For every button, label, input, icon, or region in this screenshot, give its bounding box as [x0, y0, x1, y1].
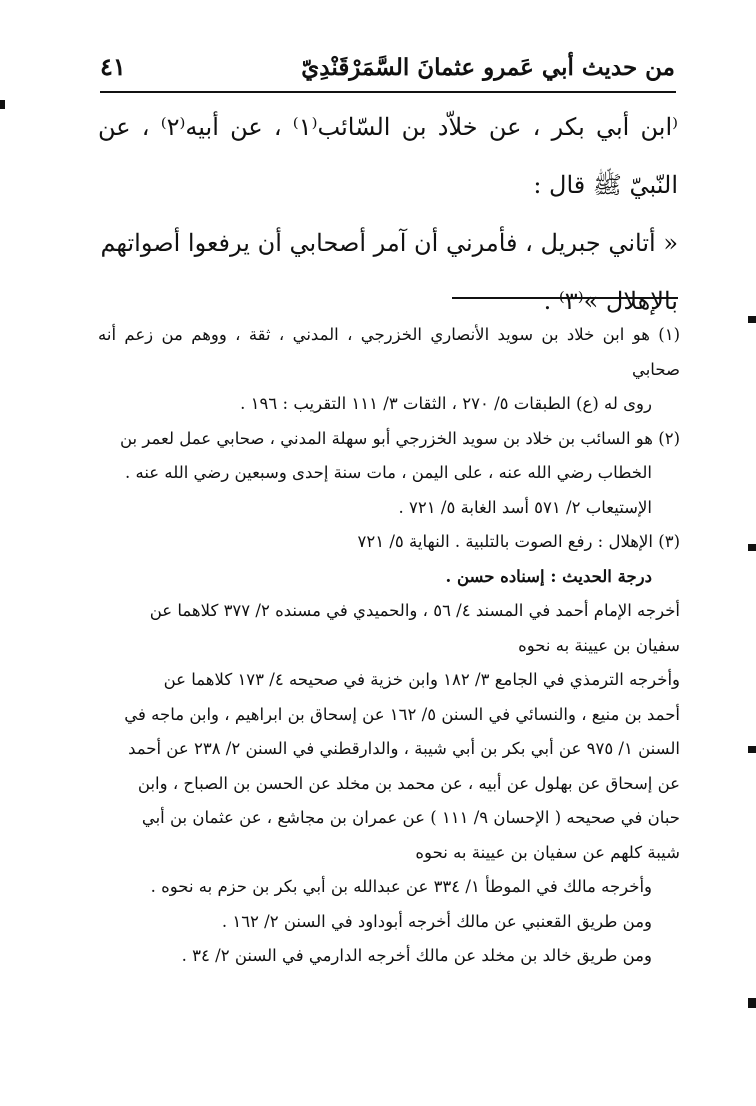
takhrij-line-2: سفيان بن عيينة به نحوه: [518, 635, 680, 655]
scan-edge-mark: [0, 100, 5, 109]
footnote-2-line-1: (٢) هو السائب بن خلاد بن سويد الخزرجي أبو سهلة المدني ، صحابي عمل لعمر بن: [119, 428, 680, 448]
hadith-line-2: « أتاني جبريل ، فأمرني أن آمر أصحابي أن يرفعوا أصواتهم: [100, 229, 678, 257]
takhrij-line-3: وأخرجه الترمذي في الجامع ٣/ ١٨٢ وابن خزية في صحيحه ٤/ ١٧٣ كلاهما عن: [163, 670, 680, 689]
footnote-3: (٣) الإهلال : رفع الصوت بالتلبية . النهاية ٥/ ٧٢١: [357, 532, 680, 551]
takhrij-line-7: حبان في صحيحه ( الإحسان ٩/ ١١١ ) عن عمران بن مجاشع ، عن عثمان بن أبي: [141, 808, 680, 827]
takhrij-line-6: عن إسحاق عن بهلول عن أبيه ، عن محمد بن مخلد عن الحسن بن الصباح ، وابن: [137, 773, 680, 793]
footnote-2-line-2: الخطاب رضي الله عنه ، على اليمن ، مات سنة إحدى وسبعين رضي الله عنه .: [124, 463, 652, 482]
header-rule: [100, 91, 676, 93]
footnote-1-line-2: روى له (ع) الطبقات ٥/ ٢٧٠ ، الثقات ٣/ ١١١ التقريب : ١٩٦ .: [240, 394, 652, 413]
footnote-1-line-1: (١) هو ابن خلاد بن سويد الأنصاري الخزرجي ، المدني ، ثقة ، ووهم من زعم أنه صحابي: [98, 325, 680, 379]
hadith-line-3: بالإهلال »⁽٣⁾ .: [543, 287, 678, 315]
takhrij-line-4: أحمد بن منيع ، والنسائي في السنن ٥/ ١٦٢ عن إسحاق بن ابراهيم ، وابن ماجه في: [124, 704, 680, 724]
takhrij-line-10: ومن طريق القعنبي عن مالك أخرجه أبوداود في السنن ٢/ ١٦٢ .: [221, 911, 652, 931]
scan-edge-mark: [748, 544, 756, 551]
scan-edge-mark: [748, 746, 756, 753]
footnotes-section: [98, 318, 680, 974]
takhrij-line-11: ومن طريق خالد بن مخلد عن مالك أخرجه الدارمي في السنن ٢/ ٣٤ .: [181, 946, 652, 965]
hadith-text: [98, 98, 678, 330]
takhrij-line-8: شيبة كلهم عن سفيان بن عيينة به نحوه: [415, 842, 680, 862]
page-header: [100, 52, 675, 92]
page-number: ٤١: [100, 52, 126, 81]
footnote-2-line-3: الإستيعاب ٢/ ٥٧١ أسد الغابة ٥/ ٧٢١ .: [398, 497, 652, 517]
scan-edge-mark: [748, 316, 756, 323]
scan-edge-mark: [748, 998, 756, 1008]
takhrij-line-9: وأخرجه مالك في الموطأ ١/ ٣٣٤ عن عبدالله بن أبي بكر بن حزم به نحوه .: [150, 877, 652, 896]
hadith-line-1: ⁽ابن أبي بكر ، عن خلاّد بن السّائب⁽١⁾ ، عن أبيه⁽٢⁾ ، عن النّبيّ ﷺ قال :: [98, 113, 679, 199]
takhrij-line-1: أخرجه الإمام أحمد في المسند ٤/ ٥٦ ، والحميدي في مسنده ٢/ ٣٧٧ كلاهما عن: [149, 601, 680, 620]
footnote-separator: [452, 297, 678, 299]
hadith-grading: درجة الحديث : إسناده حسن .: [445, 566, 652, 586]
takhrij-line-5: السنن ١/ ٩٧٥ عن أبي بكر بن أبي شيبة ، والدارقطني في السنن ٢/ ٢٣٨ عن أحمد: [128, 739, 680, 758]
running-title: من حديث أبي عَمرو عثمانَ السَّمَرْقَنْدِيّ: [301, 54, 675, 81]
